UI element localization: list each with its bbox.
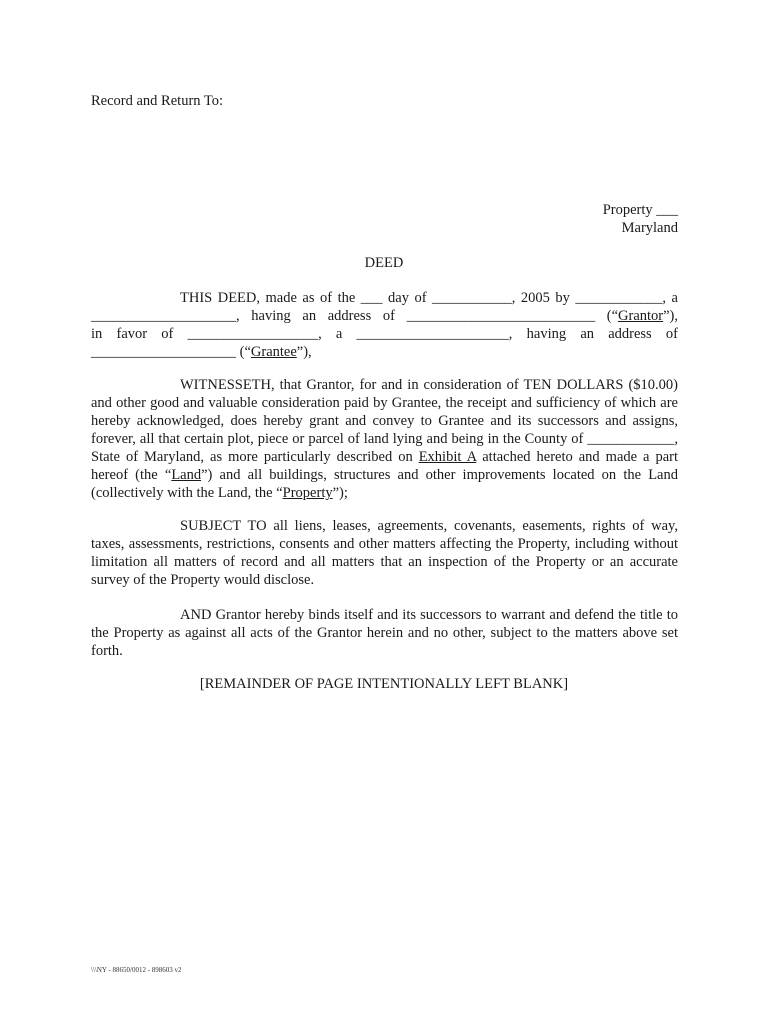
property-number-line: Property ___ <box>602 202 678 218</box>
subject-to-paragraph: SUBJECT TO all liens, leases, agreements, covenants, easements, rights of way, taxes, assessments, restrictions, consents and other matters affecting the Property, including without limitation all matters of record and all matters that an inspection of the Property or an accurate survey of the Property would disclose. <box>91 518 678 588</box>
property-location-block <box>603 201 678 237</box>
record-and-return-label: Record and Return To: <box>91 93 224 109</box>
property-state-line: Maryland <box>621 220 678 236</box>
grantee-defined-term: Grantee <box>250 344 297 360</box>
witnesseth-text-c: ”) and all buildings, structures and other improvements located on the Land (collectively with the Land, the “ <box>91 467 678 501</box>
document-footer-id: \\\NY - 88650/0012 - 898603 v2 <box>91 966 182 974</box>
deed-parties-line-2 <box>91 307 678 325</box>
witnesseth-paragraph <box>91 376 678 502</box>
property-defined-term: Property <box>282 485 333 501</box>
deed-parties-line-1: THIS DEED, made as of the ___ day of ___________, 2005 by ____________, a <box>180 290 678 306</box>
land-defined-term: Land <box>171 467 202 483</box>
witnesseth-text-a: WITNESSETH, that Grantor, for and in consideration of TEN DOLLARS ($10.00) and other good and valuable consideration paid by Grantee, the receipt and sufficiency of which are hereby acknowledged, does hereby grant and convey to Grantee and its successors and assigns, forever, all that certain plot, piece or parcel of land lying and being in the County of ____________, State of Maryland, as more particularly described on <box>91 377 678 465</box>
remainder-blank-notice: [REMAINDER OF PAGE INTENTIONALLY LEFT BLANK] <box>199 676 569 692</box>
exhibit-a-reference: Exhibit A <box>418 449 477 465</box>
grantee-term-close: ”), <box>296 344 312 360</box>
grantor-term-close: ”), <box>663 308 678 324</box>
document-title: DEED <box>364 255 404 271</box>
deed-parties-paragraph <box>91 289 678 361</box>
grantee-address-blanks: ____________________ (“ <box>91 344 251 360</box>
witnesseth-text-b: attached hereto and made a part hereof (the “ <box>91 449 679 483</box>
grantor-defined-term: Grantor <box>618 308 664 324</box>
deed-parties-line-3: in favor of __________________, a _____________________, having an address of <box>91 326 678 342</box>
warranty-paragraph: AND Grantor hereby binds itself and its successors to warrant and defend the title to the Property as against all acts of the Grantor herein and no other, subject to the matters above set forth. <box>91 607 678 659</box>
grantor-address-blanks: ____________________, having an address of __________________________ (“ <box>91 308 619 324</box>
witnesseth-text-d: ”); <box>332 485 348 501</box>
deed-parties-line-4 <box>91 343 678 361</box>
